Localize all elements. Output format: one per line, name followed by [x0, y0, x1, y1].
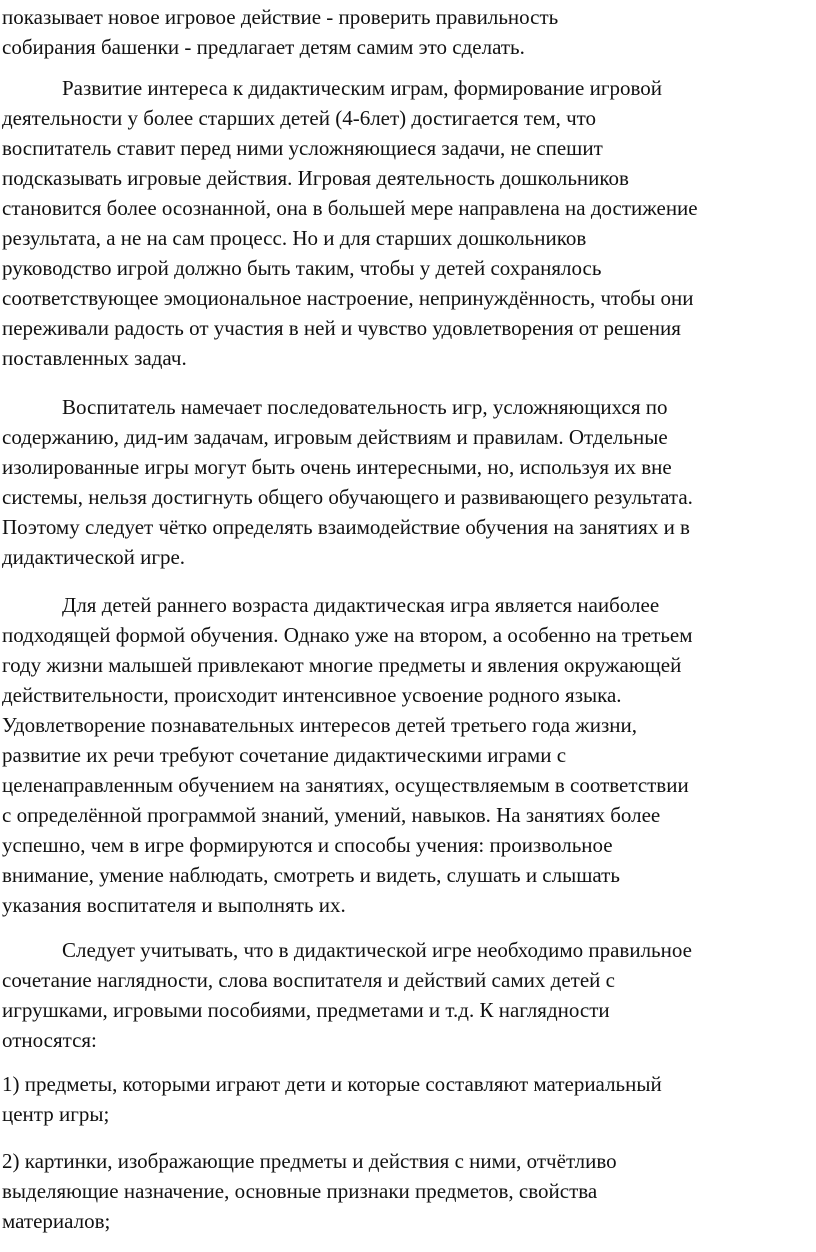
- text-line: относятся:: [2, 1028, 97, 1052]
- text-line: Развитие интереса к дидактическим играм, формирование игровой: [62, 76, 662, 100]
- text-line: игрушками, игровыми пособиями, предметами и т.д. К наглядности: [2, 998, 610, 1022]
- text-line: становится более осознанной, она в большей мере направлена на достижение: [2, 196, 698, 220]
- text-line: показывает новое игровое действие - проверить правильность: [2, 5, 559, 29]
- text-line: материалов;: [2, 1209, 111, 1233]
- text-line: Поэтому следует чётко определять взаимодействие обучения на занятиях и в: [2, 515, 690, 539]
- text-line: развитие их речи требуют сочетание дидактическими играми с: [2, 743, 567, 767]
- text-line: системы, нельзя достигнуть общего обучающего и развивающего результата.: [2, 485, 693, 509]
- text-line: с определённой программой знаний, умений, навыков. На занятиях более: [2, 803, 661, 827]
- text-line: 1) предметы, которыми играют дети и которые составляют материальный: [2, 1072, 662, 1096]
- text-line: Воспитатель намечает последовательность игр, усложняющихся по: [62, 395, 668, 419]
- text-line: выделяющие назначение, основные признаки предметов, свойства: [2, 1179, 598, 1203]
- text-line: переживали радость от участия в ней и чувство удовлетворения от решения: [2, 316, 681, 340]
- text-line: указания воспитателя и выполнять их.: [2, 893, 346, 917]
- text-line: сочетание наглядности, слова воспитателя и действий самих детей с: [2, 968, 615, 992]
- text-line: содержанию, дид-им задачам, игровым действиям и правилам. Отдельные: [2, 425, 668, 449]
- paragraph-visual-aids: [0, 935, 816, 1055]
- text-line: воспитатель ставит перед ними усложняющиеся задачи, не спешит: [2, 136, 603, 160]
- text-line: Для детей раннего возраста дидактическая игра является наиболее: [62, 593, 660, 617]
- text-line: внимание, умение наблюдать, смотреть и видеть, слушать и слышать: [2, 863, 620, 887]
- text-line: результата, а не на сам процесс. Но и для старших дошкольников: [2, 226, 587, 250]
- text-line: поставленных задач.: [2, 346, 187, 370]
- paragraph-game-interest: [0, 73, 816, 373]
- paragraph-early-age: [0, 590, 816, 920]
- text-line: 2) картинки, изображающие предметы и действия с ними, отчётливо: [2, 1149, 617, 1173]
- text-line: руководство игрой должно быть таким, чтобы у детей сохранялось: [2, 256, 602, 280]
- text-line: деятельности у более старших детей (4-6лет) достигается тем, что: [2, 106, 597, 130]
- text-line: дидактической игре.: [2, 545, 186, 569]
- text-line: подсказывать игровые действия. Игровая деятельность дошкольников: [2, 166, 629, 190]
- paragraph-game-sequence: [0, 392, 816, 572]
- text-line: собирания башенки - предлагает детям самим это сделать.: [2, 35, 525, 59]
- text-line: центр игры;: [2, 1102, 110, 1126]
- text-line: изолированные игры могут быть очень интересными, но, используя их вне: [2, 455, 672, 479]
- text-line: успешно, чем в игре формируются и способы учения: произвольное: [2, 833, 613, 857]
- list-item: [0, 1146, 816, 1236]
- list-item: [0, 1069, 816, 1129]
- paragraph-continuation: [0, 2, 816, 62]
- text-line: действительности, происходит интенсивное усвоение родного языка.: [2, 683, 622, 707]
- text-line: Следует учитывать, что в дидактической игре необходимо правильное: [62, 938, 692, 962]
- text-line: Удовлетворение познавательных интересов детей третьего года жизни,: [2, 713, 638, 737]
- text-line: соответствующее эмоциональное настроение, непринуждённость, чтобы они: [2, 286, 694, 310]
- text-line: целенаправленным обучением на занятиях, осуществляемым в соответствии: [2, 773, 689, 797]
- text-line: году жизни малышей привлекают многие предметы и явления окружающей: [2, 653, 682, 677]
- text-line: подходящей формой обучения. Однако уже на втором, а особенно на третьем: [2, 623, 693, 647]
